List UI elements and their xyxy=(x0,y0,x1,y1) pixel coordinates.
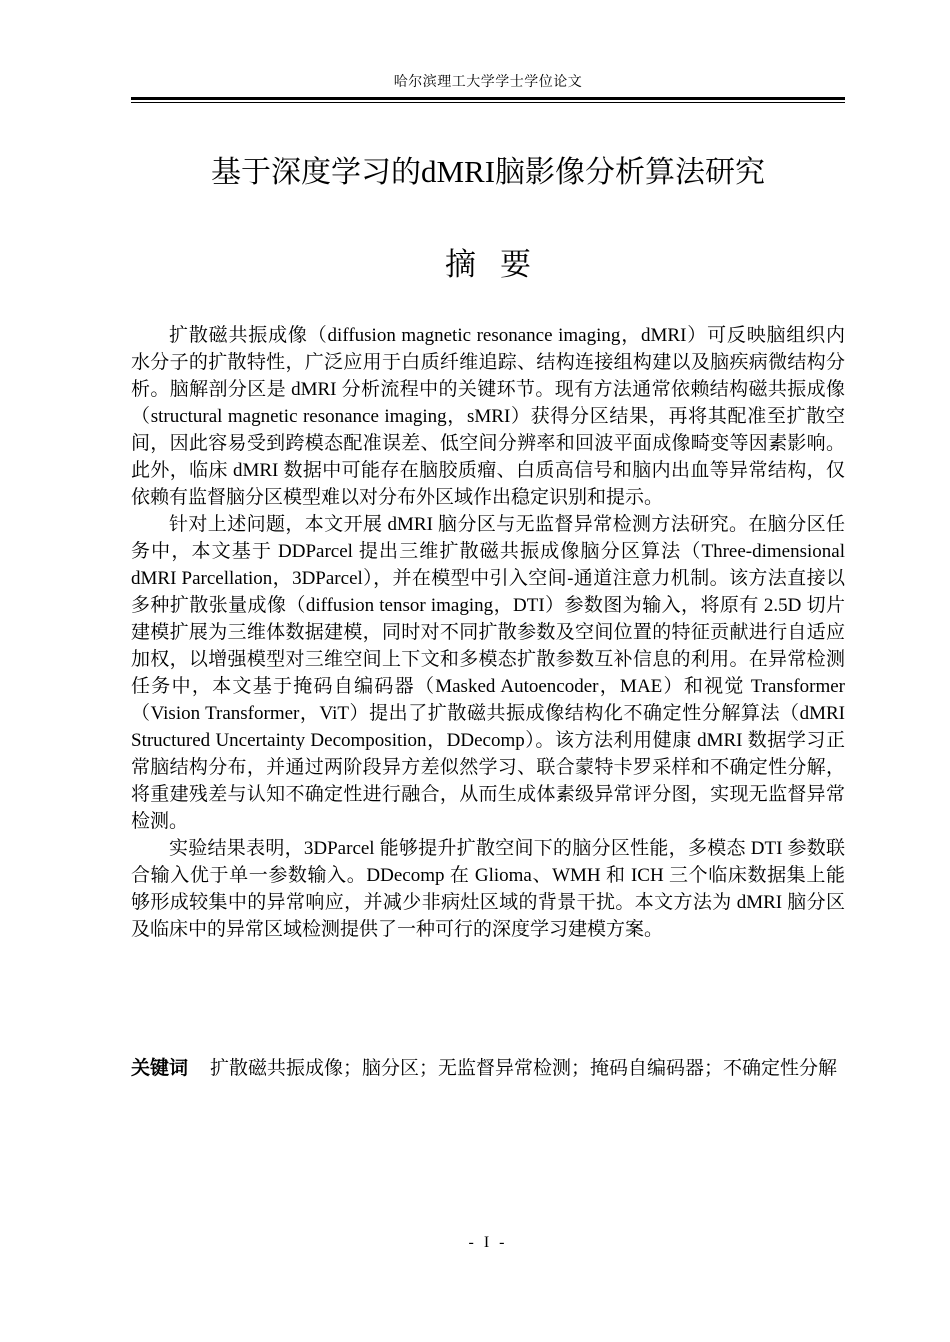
running-header: 哈尔滨理工大学学士学位论文 xyxy=(393,75,583,90)
title-part-1: 基于深度学习的 xyxy=(210,155,421,190)
abstract-paragraph-2: 针对上述问题，本文开展 dMRI 脑分区与无监督异常检测方法研究。在脑分区任务中，本文基于 DDParcel 提出三维扩散磁共振成像脑分区算法（Three-dimensional dMRI Parcellation，3DParcel），并在模型中引入空间-通道注意力机制。该方法直接以多种扩散张量成像（diffusion tensor imaging，DTI）参数图为输入，将原有 2.5D 切片建模扩展为三维体数据建模，同时对不同扩散参数及空间位置的特征贡献进行自适应加权，以增强模型对三维空间上下文和多模态扩散参数互补信息的利用。在异常检测任务中，本文基于掩码自编码器（Masked Autoencoder，MAE）和视觉 Transformer（Vision Transformer，ViT）提出了扩散磁共振成像结构化不确定性分解算法（dMRI Structured Uncertainty Decomposition，DDecomp）。该方法利用健康 dMRI 数据学习正常脑结构分布，并通过两阶段异方差似然学习、联合蒙特卡罗采样和不确定性分解，将重建残差与认知不确定性进行融合，从而生成体素级异常评分图，实现无监督异常检测。 xyxy=(131,514,845,832)
keywords-block xyxy=(131,1055,845,1082)
header-rule-thin xyxy=(131,102,845,103)
title-part-2: dMRI xyxy=(420,154,496,189)
abstract-heading: 摘要 xyxy=(445,247,555,283)
keywords-text: 扩散磁共振成像；脑分区；无监督异常检测；掩码自编码器；不确定性分解 xyxy=(210,1058,838,1079)
abstract-body xyxy=(131,322,845,943)
page-number: - I - xyxy=(468,1234,508,1251)
abstract-paragraph-3: 实验结果表明，3DParcel 能够提升扩散空间下的脑分区性能，多模态 DTI 参数联合输入优于单一参数输入。DDecomp 在 Glioma、WMH 和 ICH 三个临床数据集上能够形成较集中的异常响应，并减少非病灶区域的背景干扰。本文方法为 dMRI 脑分区及临床中的异常区域检测提供了一种可行的深度学习建模方案。 xyxy=(131,838,845,940)
thesis-title xyxy=(131,150,845,195)
title-part-3: 脑影像分析算法研究 xyxy=(495,155,766,190)
abstract-paragraph-1: 扩散磁共振成像（diffusion magnetic resonance imaging，dMRI）可反映脑组织内水分子的扩散特性，广泛应用于白质纤维追踪、结构连接组构建以及脑疾病微结构分析。脑解剖分区是 dMRI 分析流程中的关键环节。现有方法通常依赖结构磁共振成像（structural magnetic resonance imaging，sMRI）获得分区结果，再将其配准至扩散空间，因此容易受到跨模态配准误差、低空间分辨率和回波平面成像畸变等因素影响。此外，临床 dMRI 数据中可能存在脑胶质瘤、白质高信号和脑内出血等异常结构，仅依赖有监督脑分区模型难以对分布外区域作出稳定识别和提示。 xyxy=(131,325,845,508)
keywords-label: 关键词 xyxy=(131,1057,189,1079)
header-rule-thick xyxy=(131,97,845,100)
